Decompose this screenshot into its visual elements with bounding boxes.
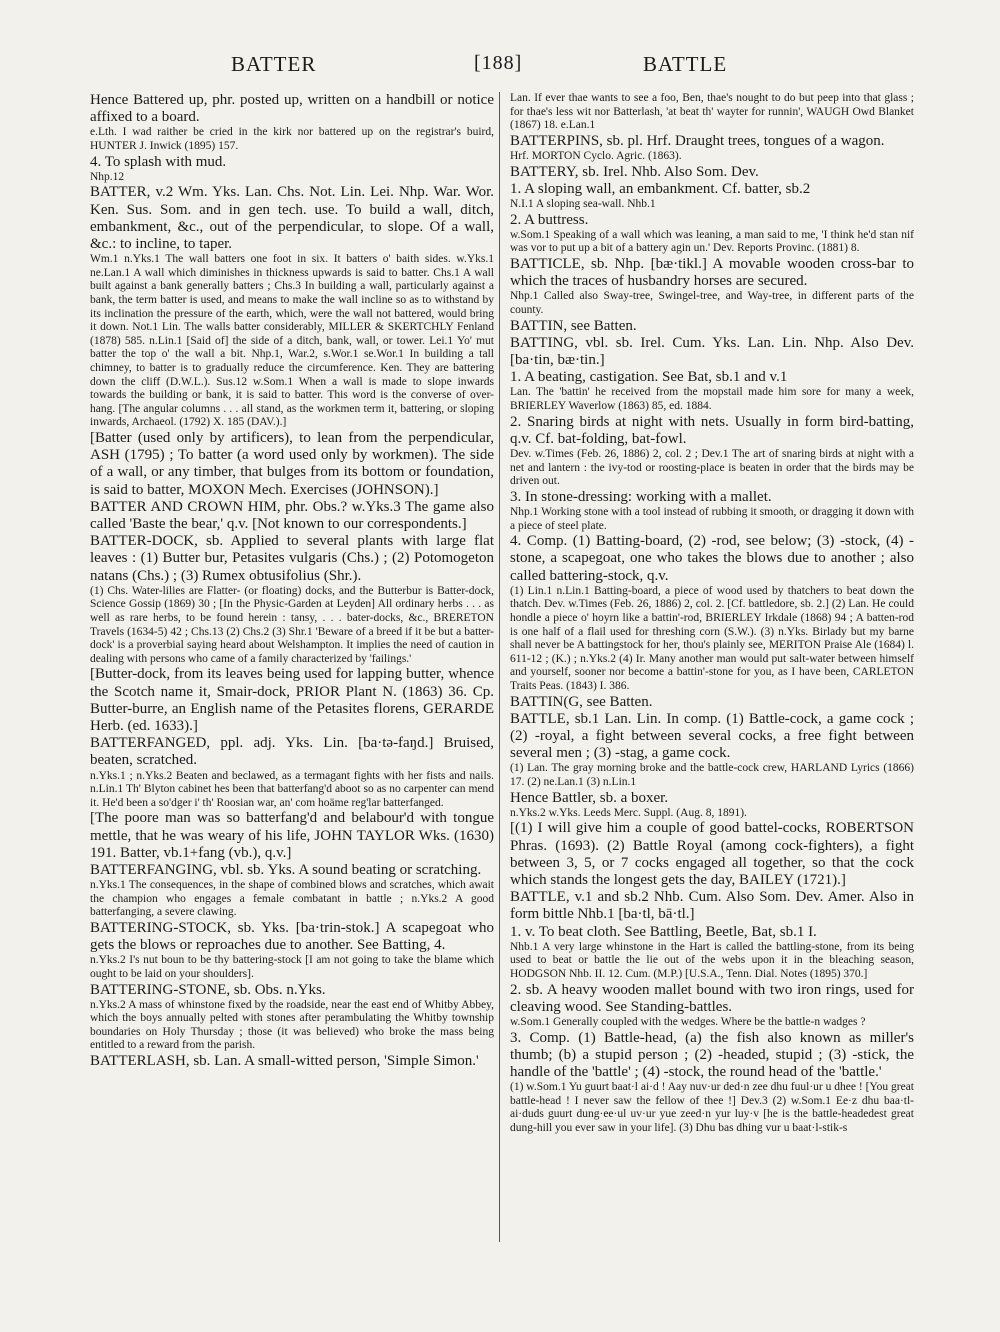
entry-paragraph: BATTERFANGED, ppl. adj. Yks. Lin. [ba·tə-faŋd.] Bruised, beaten, scratched. (90, 735, 494, 769)
entry-paragraph: [The poore man was so batterfang'd and belabour'd with tongue mettle, that he was weary of his life, JOHN TAYLOR Wks. (1630) 191. Batter, vb.1+fang (vb.), q.v.] (90, 810, 494, 861)
citation-paragraph: (1) Lan. The gray morning broke and the battle-cock crew, HARLAND Lyrics (1866) 17. (2) ne.Lan.1 (3) n.Lin.1 (510, 762, 914, 788)
column-divider (499, 92, 500, 1242)
citation-paragraph: Nhb.1 A very large whinstone in the Hart is called the battling-stone, from its being used to beat or battle the lie out of the webs upon it in the bleaching season, HODGSON Nhb. II. 12. Cum. (M.P.) [U.S.A., Tenn. Dial. Notes (1895) 370.] (510, 940, 914, 980)
entry-paragraph: BATTLE, sb.1 Lan. Lin. In comp. (1) Battle-cock, a game cock ; (2) -royal, a fight between several cocks, a free fight between several men ; (3) -stag, a game cock. (510, 710, 914, 762)
entry-paragraph: Hence Battered up, phr. posted up, written on a handbill or notice affixed to a board. (90, 92, 494, 126)
citation-paragraph: n.Yks.2 I's nut boun to be thy battering-stock [I am not going to take the blame which ought to be laid on your shoulders]. (90, 954, 494, 980)
entry-paragraph: BATTERY, sb. Irel. Nhb. Also Som. Dev. (510, 163, 759, 180)
right-column (510, 92, 914, 1242)
citation-paragraph: (1) Chs. Water-lilies are Flatter- (or floating) docks, and the Butterbur is Batter-dock, Science Gossip (1869) 30 ; [In the Physic-Garden at Leyden] All ordinary herbs . . . as well as rare herbs, to be found herein : tansy, . . . bater-docks, &c., BRERETON Travels (1634-5) 42 ; Chs.13 (2) Chs.2 (3) Shr.1 'Beware of a breed if it be but a batter-dock' is a proverbial saying heard about Welshampton. It implies the need of caution in dealing with persons who came of a family characterized by 'failings.' (90, 584, 494, 665)
citation-paragraph: Hrf. MORTON Cyclo. Agric. (1863). (510, 149, 682, 162)
citation-paragraph: w.Som.1 Speaking of a wall which was leaning, a man said to me, 'I think he'd stan nif was vor to put up a bit of a battery agin un.' Dev. Reports Provinc. (1881) 8. (510, 228, 914, 255)
entry-paragraph: BATTER AND CROWN HIM, phr. Obs.? w.Yks.3 The game also called 'Baste the bear,' q.v. [Not known to our correspondents.] (90, 498, 494, 532)
entry-paragraph: BATTERFANGING, vbl. sb. Yks. A sound beating or scratching. (90, 861, 482, 878)
entry-paragraph: 3. In stone-dressing: working with a mallet. (510, 488, 772, 505)
entry-paragraph: 2. sb. A heavy wooden mallet bound with two iron rings, used for cleaving wood. See Standing-battles. (510, 981, 914, 1015)
page-number: [188] (474, 52, 523, 74)
citation-paragraph: n.Yks.1 ; n.Yks.2 Beaten and beclawed, as a termagant fights with her fists and nails. n.Lin.1 Th' Blyton cabinet hes been that batterfang'd aboot so as no carpenter can mend it. He'd been a so'dger i' th' Roosian war, an' com hoäme reg'lar batterfanged. (90, 769, 494, 809)
entry-paragraph: 4. Comp. (1) Batting-board, (2) -rod, see below; (3) -stock, (4) -stone, a scapegoat, one who takes the blows due to another ; also called battering-stock, q.v. (510, 533, 914, 584)
entry-paragraph: BATTIN(G, see Batten. (510, 693, 653, 710)
entry-paragraph: BATTLE, v.1 and sb.2 Nhb. Cum. Also Som. Dev. Amer. Also in form bittle Nhb.1 [ba·tl, bā·tl.] (510, 889, 914, 923)
citation-paragraph: N.I.1 A sloping sea-wall. Nhb.1 (510, 197, 656, 210)
citation-paragraph: Lan. If ever thae wants to see a foo, Ben, thae's nought to do but peep into that glass ; for thae's less wit nor Batterlash, 'at beat th' wayter for runnin', WAUGH Owd Blanket (1867) 18. e.Lan.1 (510, 92, 914, 132)
citation-paragraph: Nhp.1 Working stone with a tool instead of rubbing it smooth, or dragging it down with a piece of steel plate. (510, 505, 914, 532)
citation-paragraph: (1) Lin.1 n.Lin.1 Batting-board, a piece of wood used by thatchers to beat down the thatch. Dev. w.Times (Feb. 26, 1886) 2, col. 2. [Cf. battledore, sb. 2.] (2) Lan. He could hondle a piece o' hoyrn like a battin'-rod, BRIERLEY Irkdale (1868) 94 ; A batten-rod is one half of a flail used for threshing corn (S.W.). (3) n.Yks. Birlady but my barne shall never be A battingstock for her, thou's plainly see, MERITON Praise Ale (1684) l. 611-12 ; (K.) ; n.Yks.2 (4) Ir. Many another man would put salt-water between himself and yourself, sooner nor become a battin'-stone for you, as I have been, CARLETON Traits Peas. (1843) I. 386. (510, 584, 914, 692)
entry-paragraph: 4. To splash with mud. (90, 153, 227, 170)
entry-paragraph: BATTIN, see Batten. (510, 317, 637, 334)
entry-paragraph: BATTERPINS, sb. pl. Hrf. Draught trees, tongues of a wagon. (510, 132, 885, 149)
entry-paragraph: [Butter-dock, from its leaves being used for lapping butter, whence the Scotch name it, Smair-dock, PRIOR Plant N. (1863) 36. Cp. Butter-burre, an English name of the Petasites florens, GERARDE Herb. (ed. 1633).] (90, 666, 494, 734)
citation-paragraph: (1) w.Som.1 Yu guurt baat·l ai·d ! Aay nuv·ur ded·n zee dhu fuul·ur u dhee ! [You great battle-head ! I never saw the fellow of thee !] Dev.3 (2) w.Som.1 Ee·z dhu baa·tl-ai·duds guurt dung·ee·ul uv·ur yue zeed·n yur luy·v [he is the battle-headedest great dung-hill you ever saw in your life]. (3) Dhu bas dhing vur u baat·l-stik-s (510, 1081, 914, 1134)
left-column (90, 92, 494, 1242)
citation-paragraph: Lan. The 'battin' he received from the mopstail made him sore for many a week, BRIERLEY Waverlow (1863) 85, ed. 1884. (510, 386, 914, 412)
citation-paragraph: n.Yks.1 The consequences, in the shape of combined blows and scratches, which await the champion who engages a female combatant in battle ; n.Yks.2 A good batterfanging, a severe clawing. (90, 879, 494, 919)
citation-paragraph: Nhp.1 Called also Sway-tree, Swingel-tree, and Way-tree, in different parts of the county. (510, 290, 914, 316)
entry-paragraph: [Batter (used only by artificers), to lean from the perpendicular, ASH (1795) ; To batter (a word used only by workmen). The side of a wall, or any timber, that bulges from its bottom or foundation, is said to batter, MOXON Mech. Exercises (JOHNSON).] (90, 429, 494, 498)
entry-paragraph: [(1) I will give him a couple of good battel-cocks, ROBERTSON Phras. (1693). (2) Battle Royal (among cock-fighters), a fight between 3, 5, or 7 cocks engaged all together, so that the cock which stands the longest gets the day, BAILEY (1721).] (510, 820, 914, 888)
entry-paragraph: 2. A buttress. (510, 211, 589, 228)
entry-paragraph: BATTICLE, sb. Nhp. [bæ·tikl.] A movable wooden cross-bar to which the traces of husbandry horses are secured. (510, 255, 914, 290)
entry-paragraph: 1. A sloping wall, an embankment. Cf. batter, sb.2 (510, 180, 811, 197)
citation-paragraph: n.Yks.2 w.Yks. Leeds Merc. Suppl. (Aug. 8, 1891). (510, 806, 747, 819)
citation-paragraph: Dev. w.Times (Feb. 26, 1886) 2, col. 2 ; Dev.1 The art of snaring birds at night with a net and lantern : the ivy-tod or roosting-place is beaten in order that the birds may be driven out. (510, 447, 914, 488)
citation-paragraph: Wm.1 n.Yks.1 The wall batters one foot in six. It batters o' baith sides. w.Yks.1 ne.Lan.1 A wall which diminishes in thickness upwards is said to batter. Chs.1 A wall built against a bank generally batters ; Chs.3 In building a wall, particularly against a bank, the term batter is used, and means to make the wall incline so as to withstand by its inclination the pressure of the earth, which, were the wall not battered, would bring it down. Not.1 Lin. The walls batter considerably, MILLER & SKERTCHLY Fenland (1878) 585. n.Lin.1 [Said of] the side of a ditch, bank, wall, or tower. Lei.1 Yo' mut batter the top o' the wall a bit. Nhp.1, War.2, s.Wor.1 se.Wor.1 In building a tall chimney, to batter is to gradually reduce the circumference. Ken. They are battering down the cliff (D.W.L.). Sus.12 w.Som.1 When a wall is made to slope inwards towards the building or bank, it is said to batter. This word is the converse of over-hang. [The angular columns . . . all stand, as the workmen term it, battering, or sloping inwards, Archaeol. (1792) X. 185 (DAV.).] (90, 253, 494, 429)
citation-paragraph: e.Lth. I wad raither be cried in the kirk nor battered up on the registrar's buird, HUNTER J. Inwick (1895) 157. (90, 126, 494, 152)
right-headword: BATTLE (643, 52, 728, 76)
entry-paragraph: BATTERING-STONE, sb. Obs. n.Yks. (90, 981, 326, 998)
citation-paragraph: n.Yks.2 A mass of whinstone fixed by the roadside, near the east end of Whitby Abbey, which the boys annually pelted with stones after perambulating the Whitby township boundaries on Holy Thursday ; those (it was believed) who broke the mass being entitled to a reward from the parish. (90, 998, 494, 1052)
entry-paragraph: BATTING, vbl. sb. Irel. Cum. Yks. Lan. Lin. Nhp. Also Dev. [ba·tin, bæ·tin.] (510, 334, 914, 368)
page-header (96, 52, 916, 86)
citation-paragraph: Nhp.12 (90, 170, 125, 183)
entry-paragraph: 2. Snaring birds at night with nets. Usually in form bird-batting, q.v. Cf. bat-folding, bat-fowl. (510, 413, 914, 447)
entry-paragraph: 1. A beating, castigation. See Bat, sb.1 and v.1 (510, 369, 788, 386)
entry-paragraph: 1. v. To beat cloth. See Battling, Beetle, Bat, sb.1 I. (510, 923, 817, 940)
entry-paragraph: BATTER, v.2 Wm. Yks. Lan. Chs. Not. Lin. Lei. Nhp. War. Wor. Ken. Sus. Som. and in gen tech. use. To build a wall, ditch, embankment, &c., out of the perpendicular, to slope. Of a wall, &c.: to incline, to taper. (90, 184, 494, 252)
entry-paragraph: BATTER-DOCK, sb. Applied to several plants with large flat leaves : (1) Butter bur, Petasites vulgaris (Chs.) ; (2) Potomogeton natans (Chs.) ; (3) Rumex obtusifolius (Shr.). (90, 533, 494, 584)
citation-paragraph: w.Som.1 Generally coupled with the wedges. Where be the battle-n wadges ? (510, 1015, 866, 1028)
entry-paragraph: BATTERLASH, sb. Lan. A small-witted person, 'Simple Simon.' (90, 1053, 479, 1070)
entry-paragraph: Hence Battler, sb. a boxer. (510, 789, 669, 806)
entry-paragraph: 3. Comp. (1) Battle-head, (a) the fish also known as miller's thumb; (b) a stupid person ; (2) -headed, stupid ; (3) -stick, the handle of the 'battle' ; (4) -stock, the round head of the 'battle.' (510, 1029, 914, 1080)
left-headword: BATTER (231, 52, 317, 76)
entry-paragraph: BATTERING-STOCK, sb. Yks. [ba·trin-stok.] A scapegoat who gets the blows or reproaches due to another. See Batting, 4. (90, 919, 494, 954)
